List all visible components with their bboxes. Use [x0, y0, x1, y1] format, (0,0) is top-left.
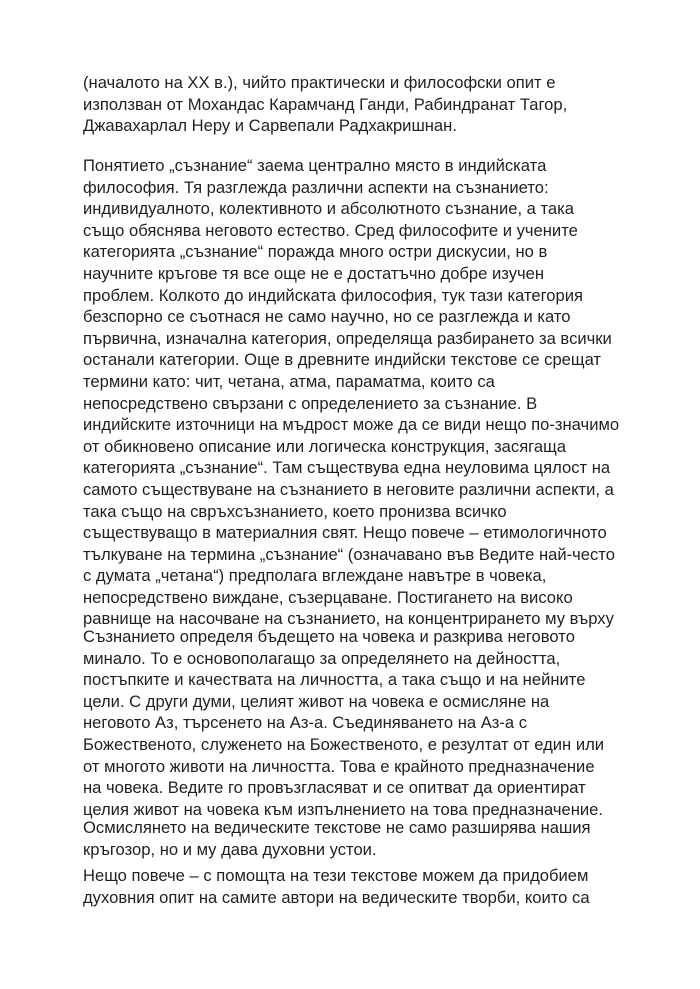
- text-line: от обикновено описание или логическа конструкция, засягаща: [83, 436, 566, 456]
- text-line: така също на свръхсъзнанието, което пронизва всичко: [83, 501, 507, 521]
- text-line: на човека. Ведите го провъзгласяват и се опитват да ориентират: [83, 778, 586, 798]
- text-line: използван от Мохандас Карамчанд Ганди, Рабиндранат Тагор,: [83, 94, 568, 114]
- text-line: категорията „съзнание“. Там съществува една неуловима цялост на: [83, 458, 611, 478]
- text-line: съществуващо в материалния свят. Нещо повече – етимологичното: [83, 523, 607, 543]
- text-line: проблем. Колкото до индийската философия, тук тази категория: [83, 285, 584, 305]
- text-line: научните кръгове тя все още не е достатъчно добре изучен: [83, 263, 545, 283]
- text-line: Джавахарлал Неру и Сарвепали Радхакришнан.: [83, 116, 457, 136]
- paragraph: [83, 72, 643, 137]
- text-line: безспорно се съотнася не само научно, но се разглежда и като: [83, 307, 571, 327]
- text-line: с думата „четана“) предполага вглеждане навътре в човека,: [83, 566, 547, 586]
- paragraph: [83, 155, 643, 630]
- text-line: първична, изначална категория, определяща разбирането за всички: [83, 328, 612, 348]
- text-line: Осмислянето на ведическите текстове не само разширява нашия: [83, 818, 591, 837]
- text-line: самото съществуване на съзнанието в неговите различни аспекти, а: [83, 479, 614, 499]
- text-line: Понятието „съзнание“ заема централно място в индийската: [83, 156, 547, 175]
- text-line: Божественото, служенето на Божественото, е резултат от един или: [83, 734, 605, 754]
- text-line: термини като: чит, четана, атма, параматма, които са: [83, 371, 495, 391]
- text-line: постъпките и качествата на личността, а така също и на нейните: [83, 670, 586, 690]
- text-line: Съзнанието определя бъдещето на човека и разкрива неговото: [83, 627, 575, 646]
- text-line: минало. То е основополагащо за определянето на дейността,: [83, 648, 561, 668]
- text-line: също обяснява неговото естество. Сред философите и учените: [83, 220, 578, 240]
- text-line: цели. С други думи, целият живот на човека е осмисляне на: [83, 691, 550, 711]
- text-line: (началото на ХХ в.), чийто практически и философски опит е: [83, 73, 556, 92]
- text-line: кръгозор, но и му дава духовни устои.: [83, 839, 377, 859]
- text-line: останали категории. Още в древните индийски текстове се срещат: [83, 350, 602, 370]
- paragraph: [83, 626, 643, 820]
- text-line: индивидуалното, колективното и абсолютното съзнание, а така: [83, 199, 574, 219]
- text-line: от многото животи на личността. Това е крайното предназначение: [83, 756, 595, 776]
- text-line: Нещо повече – с помощта на тези текстове можем да придобием: [83, 866, 589, 885]
- text-line: категорията „съзнание“ поражда много остри дискусии, но в: [83, 242, 548, 262]
- text-line: неговото Аз, търсенето на Аз-а. Съединяването на Аз-а с: [83, 713, 528, 733]
- text-line: духовния опит на самите автори на ведическите творби, които са: [83, 887, 590, 907]
- text-line: непосредствено свързани с определението за съзнание. В: [83, 393, 538, 413]
- text-line: равнище на насочване на съзнанието, на концентрирането му върху: [83, 609, 614, 629]
- paragraph: [83, 817, 643, 860]
- text-line: тълкуване на термина „съзнание“ (означавано във Ведите най-често: [83, 544, 615, 564]
- text-line: индийските източници на мъдрост може да се види нещо по-значимо: [83, 415, 620, 435]
- text-line: философия. Тя разглежда различни аспекти на съзнанието:: [83, 177, 549, 197]
- text-line: целия живот на човека към изпълнението на това предназначение.: [83, 799, 603, 819]
- text-line: непосредствено виждане, съзерцаване. Постигането на високо: [83, 587, 573, 607]
- paragraph: [83, 865, 643, 908]
